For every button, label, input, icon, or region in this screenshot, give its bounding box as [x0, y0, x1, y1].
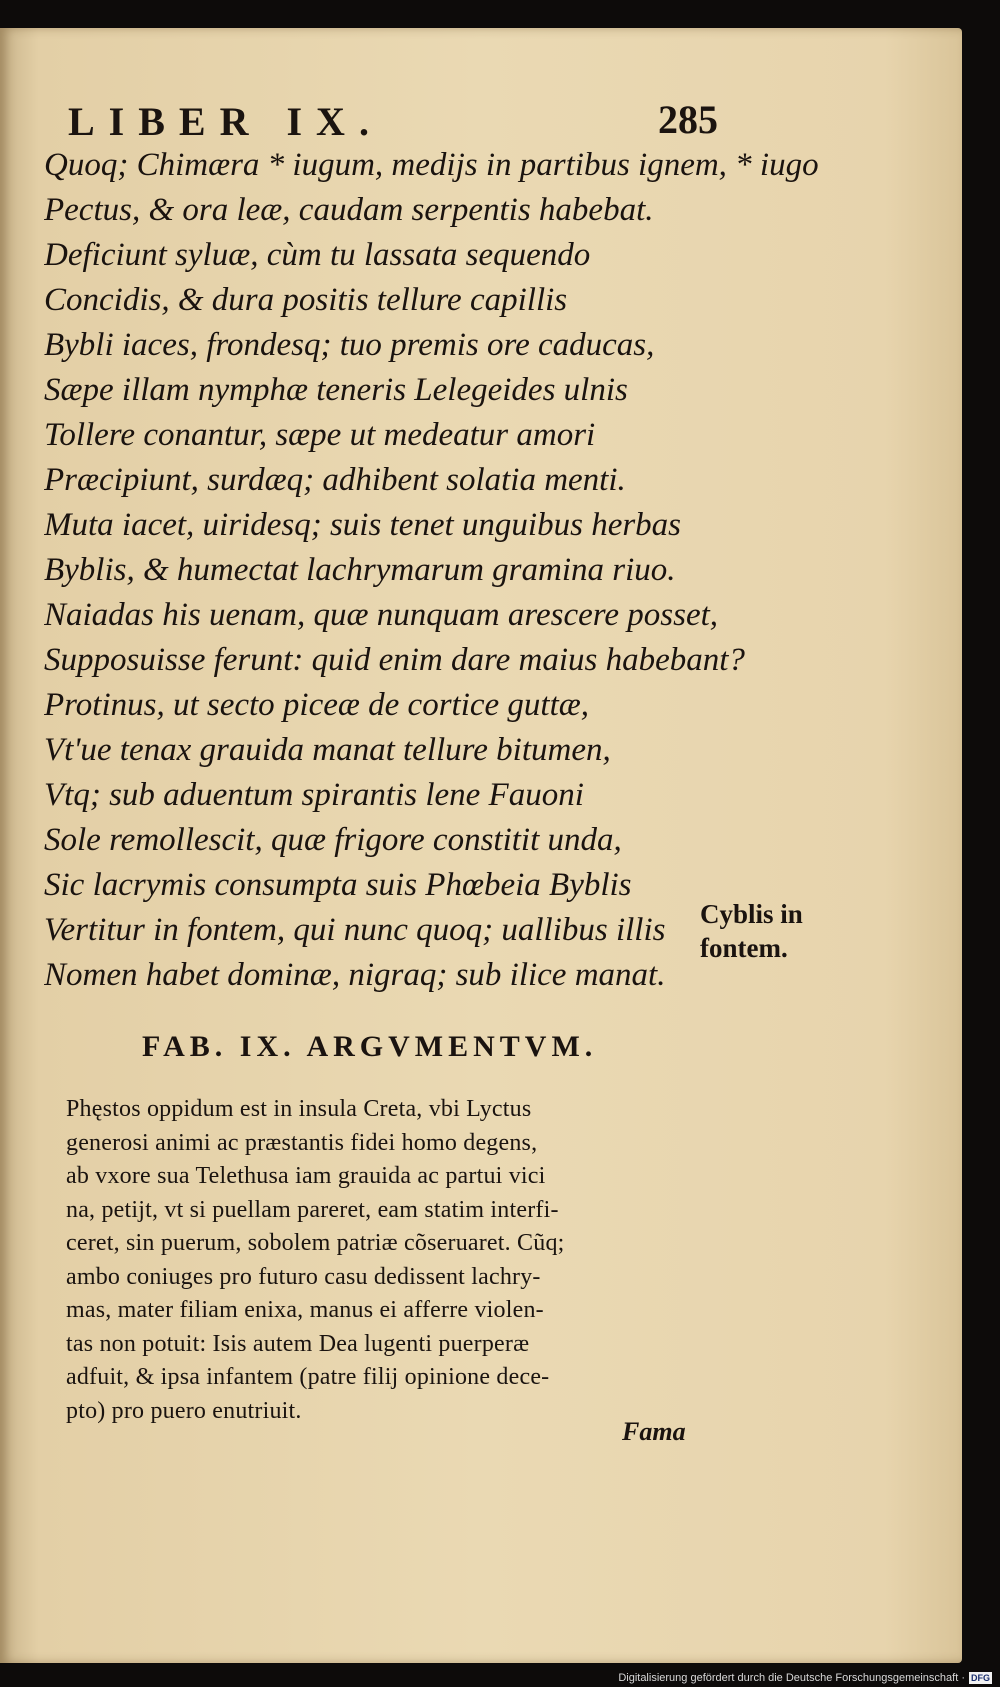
verse-line: Tollere conantur, sæpe ut medeatur amori — [44, 417, 596, 453]
credit-text: Digitalisierung gefördert durch die Deutsche Forschungsgemeinschaft · — [618, 1672, 965, 1684]
fable-heading: FAB. IX. ARGVMENTVM. — [142, 1030, 598, 1063]
verse-line: Sic lacrymis consumpta suis Phœbeia Byblis — [44, 867, 632, 903]
verse-line: Supposuisse ferunt: quid enim dare maius habebant? — [44, 642, 745, 678]
argument-line: ceret, sin puerum, sobolem patriæ cõseruaret. Cũq; — [66, 1230, 565, 1256]
verse-line: Nomen habet dominæ, nigraq; sub ilice manat. — [44, 957, 666, 993]
verse-line: Pectus, & ora leæ, caudam serpentis habebat. — [44, 192, 654, 228]
argument-line: Phęstos oppidum est in insula Creta, vbi Lyctus — [66, 1096, 532, 1122]
verse-line: Protinus, ut secto piceæ de cortice guttæ, — [44, 687, 590, 723]
argument-line: adfuit, & ipsa infantem (patre filij opinione dece- — [66, 1364, 550, 1390]
marginal-note — [700, 897, 860, 965]
verse-line: Muta iacet, uiridesq; suis tenet unguibus herbas — [44, 507, 682, 543]
verse-line: Præcipiunt, surdæq; adhibent solatia menti. — [44, 462, 626, 498]
page-number: 285 — [658, 97, 718, 142]
marginal-note-line: Cyblis in — [700, 899, 803, 929]
verse-line: Byblis, & humectat lachrymarum gramina riuo. — [44, 552, 676, 588]
verse-line: Vt'ue tenax grauida manat tellure bitumen, — [44, 732, 611, 768]
argument-line: pto) pro puero enutriuit. — [66, 1397, 302, 1424]
verse-line: Sæpe illam nymphæ teneris Lelegeides ulnis — [44, 372, 628, 408]
verse-line: Bybli iaces, frondesq; tuo premis ore caducas, — [44, 327, 655, 363]
verse-line: Deficiunt syluæ, cùm tu lassata sequendo — [44, 237, 591, 273]
marginal-note-line: fontem. — [700, 933, 788, 963]
verse-line: Concidis, & dura positis tellure capillis — [44, 282, 568, 318]
verse-line: Naiadas his uenam, quæ nunquam arescere posset, — [44, 597, 719, 633]
dfg-logo: DFG — [971, 1673, 990, 1683]
argument-line: ab vxore sua Telethusa iam grauida ac partui vici — [66, 1163, 546, 1189]
argument-paragraph — [66, 1093, 706, 1428]
argument-line: ambo coniuges pro futuro casu dedissent lachry- — [66, 1263, 541, 1290]
verse-line: Sole remollescit, quæ frigore constitit unda, — [44, 822, 622, 858]
catchword: Fama — [622, 1417, 686, 1446]
running-head-title: LIBER IX. — [68, 99, 383, 144]
verse-line: Vertitur in fontem, qui nunc quoq; uallibus illis — [44, 912, 666, 948]
argument-line: tas non potuit: Isis autem Dea lugenti puerperæ — [66, 1330, 530, 1357]
argument-line: na, petijt, vt si puellam pareret, eam statim interfi- — [66, 1196, 559, 1223]
verse-line: Vtq; sub aduentum spirantis lene Fauoni — [44, 777, 584, 813]
verse-block — [44, 143, 834, 998]
verse-line: Quoq; Chimæra * iugum, medijs in partibus ignem, * iugo — [44, 147, 819, 183]
digitization-credit — [618, 1672, 992, 1684]
argument-line: generosi animi ac præstantis fidei homo degens, — [66, 1129, 538, 1156]
argument-line: mas, mater filiam enixa, manus ei afferre violen- — [66, 1297, 544, 1323]
